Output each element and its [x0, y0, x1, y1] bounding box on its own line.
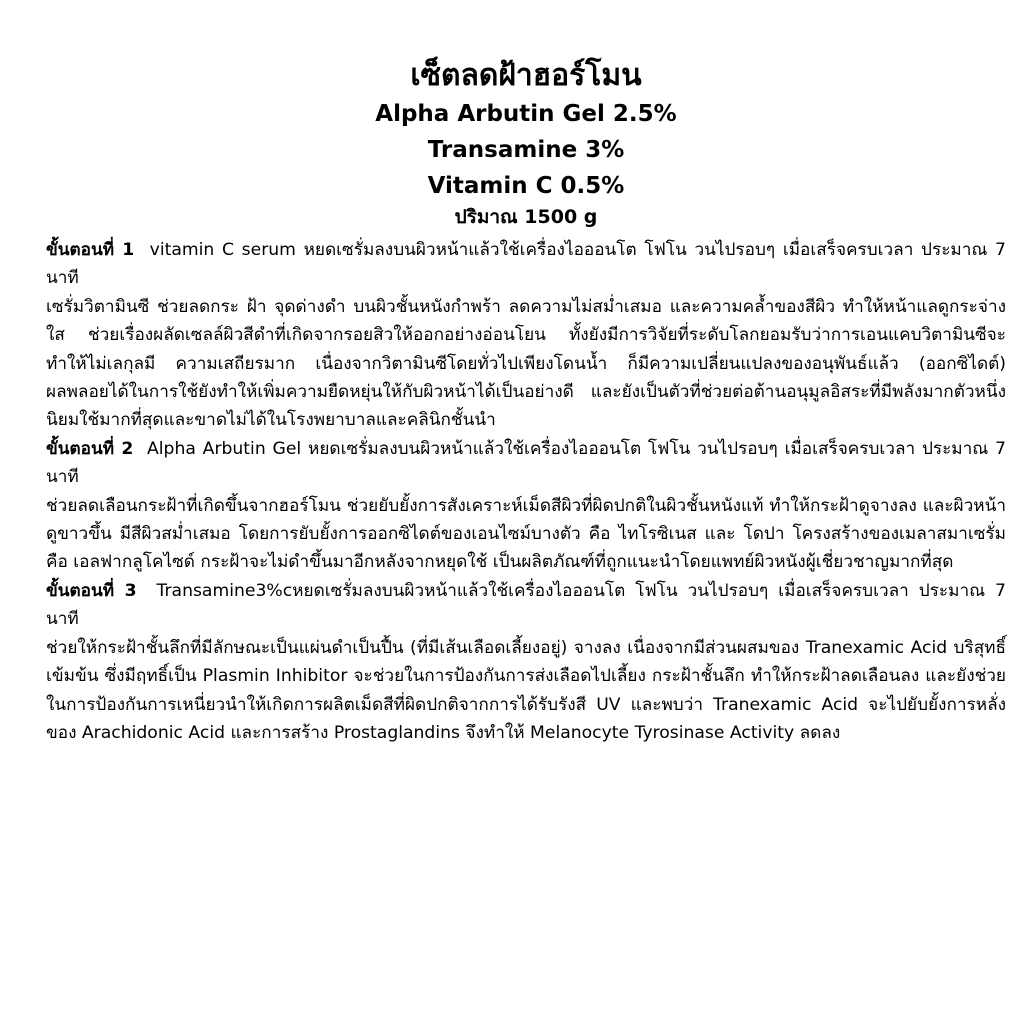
step-2-description: ช่วยลดเลือนกระฝ้าที่เกิดขึ้นจากฮอร์โมน ช่วยยับยั้งการสังเคราะห์เม็ดสีผิวที่ผิดปกติในผิวชั้นหนังแท้ ทำให้กระฝ้าดูจางลง และผิวหน้าดูขาวขึ้น มีสีผิวสม่ำเสมอ โดยการยับยั้งการออกซิไดต์ของเอนไซม์บางตัว คือ ไทโรซิเนส และ โดปา โครงสร้างของเมลาสมาเซรั่ม คือ เอลฟากลูโคไซด์ กระฝ้าจะไม่ดำขึ้นมาอีกหลังจากหยุดใช้ เป็นผลิตภัณฑ์ที่ถูกแนะนำโดยแพทย์ผิวหนังผู้เชี่ยวชาญมากที่สุด [46, 495, 1006, 573]
product-alpha-arbutin: Alpha Arbutin Gel 2.5% [375, 101, 677, 127]
document-title: เซ็ตลดฝ้าฮอร์โมน [410, 58, 642, 93]
step-2-label: ขั้นตอนที่ 2 [46, 438, 134, 459]
step-3-instruction-text: Transamine3%cหยดเซรั่มลงบนผิวหน้าแล้วใช้เครื่องไอออนโต โฟโน วนไปรอบๆ เมื่อเสร็จครบเวลา ประมาณ 7 นาที [46, 580, 1006, 630]
step-3-instruction [46, 577, 1006, 634]
step-1-instruction-text: vitamin C serum หยดเซรั่มลงบนผิวหน้าแล้วใช้เครื่องไอออนโต โฟโน วนไปรอบๆ เมื่อเสร็จครบเวลา ประมาณ 7 นาที [46, 240, 1006, 289]
step-2-instruction [46, 435, 1006, 492]
step-3-label: ขั้นตอนที่ 3 [46, 580, 137, 601]
step-3-description: ช่วยให้กระฝ้าชั้นลึกที่มีลักษณะเป็นแผ่นดำเป็นปื้น (ที่มีเส้นเลือดเลี้ยงอยู่) จางลง เนื่องจากมีส่วนผสมของ Tranexamic Acid บริสุทธิ์เข้มข้น ซึ่งมีฤทธิ์เป็น Plasmin Inhibitor จะช่วยในการป้องกันการส่งเลือดไปเลี้ยง กระฝ้าชั้นลึก ทำให้กระฝ้าลดเลือนลง และยังช่วยในการป้องกันการเหนี่ยวนำให้เกิดการผลิตเม็ดสีที่ผิดปกติจากการได้รับรังสี UV และพบว่า Tranexamic Acid จะไปยับยั้งการหลั่งของ Arachidonic Acid และการสร้าง Prostaglandins จึงทำให้ Melanocyte Tyrosinase Activity ลดลง [46, 637, 1006, 743]
product-transamine: Transamine 3% [427, 137, 625, 163]
step-1-instruction [46, 236, 1006, 293]
step-2-instruction-text: Alpha Arbutin Gel หยดเซรั่มลงบนผิวหน้าแล้วใช้เครื่องไอออนโต โฟโน วนไปรอบๆ เมื่อเสร็จครบเวลา ประมาณ 7 นาที [46, 438, 1006, 488]
product-quantity: ปริมาณ 1500 g [454, 206, 598, 228]
step-1-description: เซรั่มวิตามินซี ช่วยลดกระ ฝ้า จุดด่างดำ บนผิวชั้นหนังกำพร้า ลดความไม่สม่ำเสมอ และความคล้ำของสีผิว ทำให้หน้าแลดูกระจ่างใส ช่วยเรื่องผลัดเซลล์ผิวสีดำที่เกิดจากรอยสิวให้ออกอย่างอ่อนโยน ทั้งยังมีการวิจัยที่ระดับโลกยอมรับว่าการเอนแคบวิตามินซีจะทำให้ไม่เลกุลมี ความเสถียรมาก เนื่องจากวิตามินซีโดยทั่วไปเพียงโดนน้ำ ก็มีความเปลี่ยนแปลงของอนุพันธ์แล้ว (ออกซิไดต์) ผลพลอยได้ในการใช้ยังทำให้เพิ่มความยืดหยุ่นให้กับผิวหน้าได้เป็นอย่างดี และยังเป็นตัวที่ช่วยต่อต้านอนุมูลอิสระที่มีพลังมากตัวหนึ่ง นิยมใช้มากที่สุดและขาดไม่ได้ในโรงพยาบาลและคลินิกชั้นนำ [46, 296, 1006, 431]
document-body [46, 236, 1006, 747]
document-header [46, 0, 1006, 230]
product-vitamin-c: Vitamin C 0.5% [427, 173, 625, 199]
step-1-label: ขั้นตอนที่ 1 [46, 240, 135, 260]
